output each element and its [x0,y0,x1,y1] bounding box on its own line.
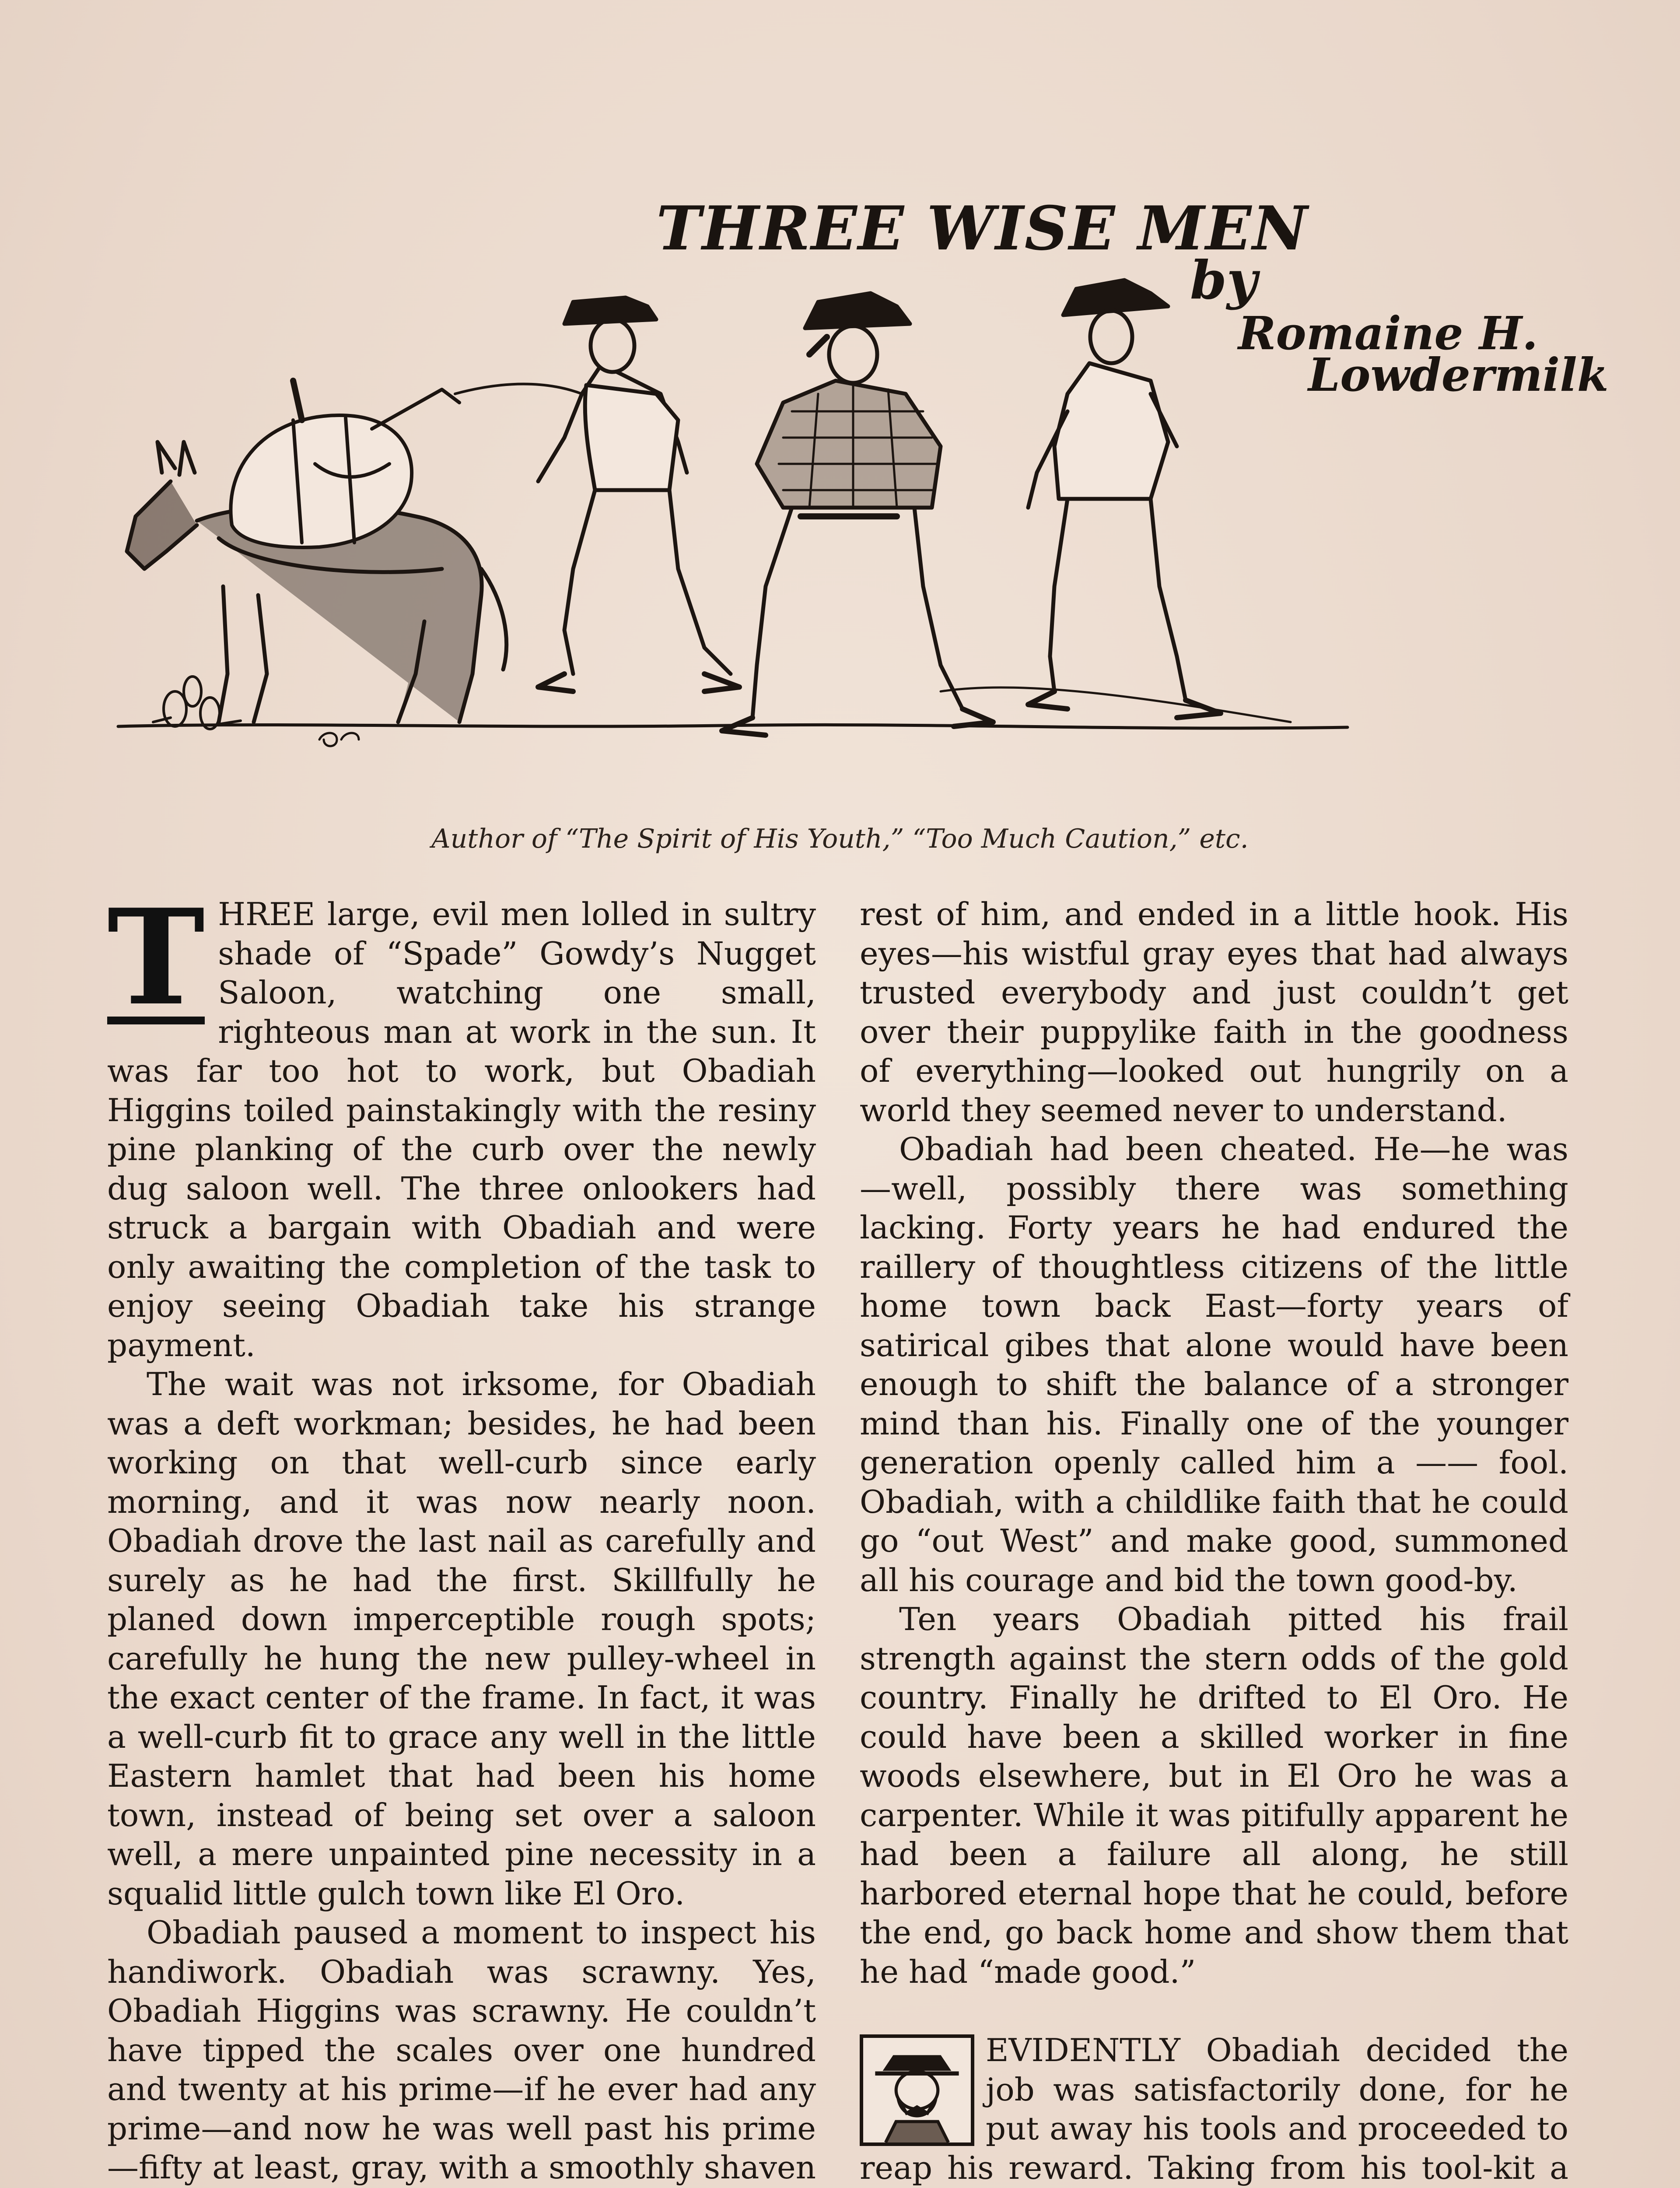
artist-monogram [319,733,359,746]
prospector-right [1028,280,1221,718]
prospector-left [538,298,739,691]
prospectors-illustration [109,236,1369,823]
paragraph: Obadiah paused a moment to inspect his handiwork. Obadiah was scrawny. Yes, Obadiah Higgins was scrawny. He couldn’t have tipped the scales over one hundred and twenty at his prime—if he ever had any prime—and now he was well past his prime—fifty at least, gray, with a smoothly shaven [107,1914,816,2186]
section-break [860,1992,1568,2031]
lead-rope [455,384,582,394]
paragraph: EVIDENTLY Obadiah decided the job was satisfactorily done, for he put away his tools and proceeded to reap his reward. Taking from his tool-kit a [860,2032,1568,2186]
paragraph: T HREE large, evil men lolled in sultry shade of “Spade” Gowdy’s Nugget Saloon, watching one small, righteous man at work in the sun. It was far too hot to work, but Obadiah Higgins toiled painstakingly with the resiny pine planking of the curb over the newly dug saloon well. The three onlookers had struck a bargain with Obadiah and were only awaiting the completion of the task to enjoy seeing Obadiah take his strange payment. [107,880,816,1364]
prospector-center [722,293,993,735]
paragraph: Obadiah had been cheated. He—he was —well, possibly there was something lacking. Forty years he had endured the raillery of thoughtless citizens of the little home town back East—forty years of satirical gibes that alone would have been enough to shift the balance of a stronger mind than his. Finally one of the younger generation openly called him a —— fool. Obadiah, with a childlike faith that he could go “out West” and make good, summoned all his courage and bid the town good-by. [860,1131,1568,1599]
portrait-vignette [860,2034,974,2146]
paragraph: Ten years Obadiah pitted his frail strength against the stern odds of the gold country. Finally he drifted to El Oro. He could have been a skilled worker in fine woods elsewhere, but in El Oro he was a carpenter. While it was pitifully apparent he had been a failure all along, he still harbored eternal hope that he could, before the end, go back home and show them that he had “made good.” [860,1601,1568,1990]
author-credit-caption: Author of “The Spirit of His Youth,” “Too Much Caution,” etc. [431,824,1249,854]
drop-cap: T [107,880,205,1034]
ground-shading [941,687,1291,722]
story-title: THREE WISE MEN [656,193,1309,264]
text-column-right [860,895,1568,2188]
text-column-left [107,880,816,2188]
paragraph: rest of him, and ended in a little hook. His eyes—his wistful gray eyes that had always trusted everybody and just couldn’t get over their puppylike faith in the goodness of everything—looked out hungrily on a world they seemed never to understand. [860,896,1568,1129]
byline-by: by [1190,249,1257,311]
author-last-name: Lowdermilk [1308,348,1609,402]
paragraph: The wait was not irksome, for Obadiah was a deft workman; besides, he had been working on that well-curb since early morning, and it was now nearly noon. Obadiah drove the last nail as carefully and surely as he had the first. Skillfully he planed down imperceptible rough spots; carefully he hung the new pulley-wheel in the exact center of the frame. In fact, it was a well-curb fit to grace any well in the little Eastern hamlet that had been his home town, instead of being set over a saloon well, a mere unpainted pine necessity in a squalid little gulch town like El Oro. [107,1366,816,1912]
author-first-name: Romaine H. [1238,306,1538,360]
